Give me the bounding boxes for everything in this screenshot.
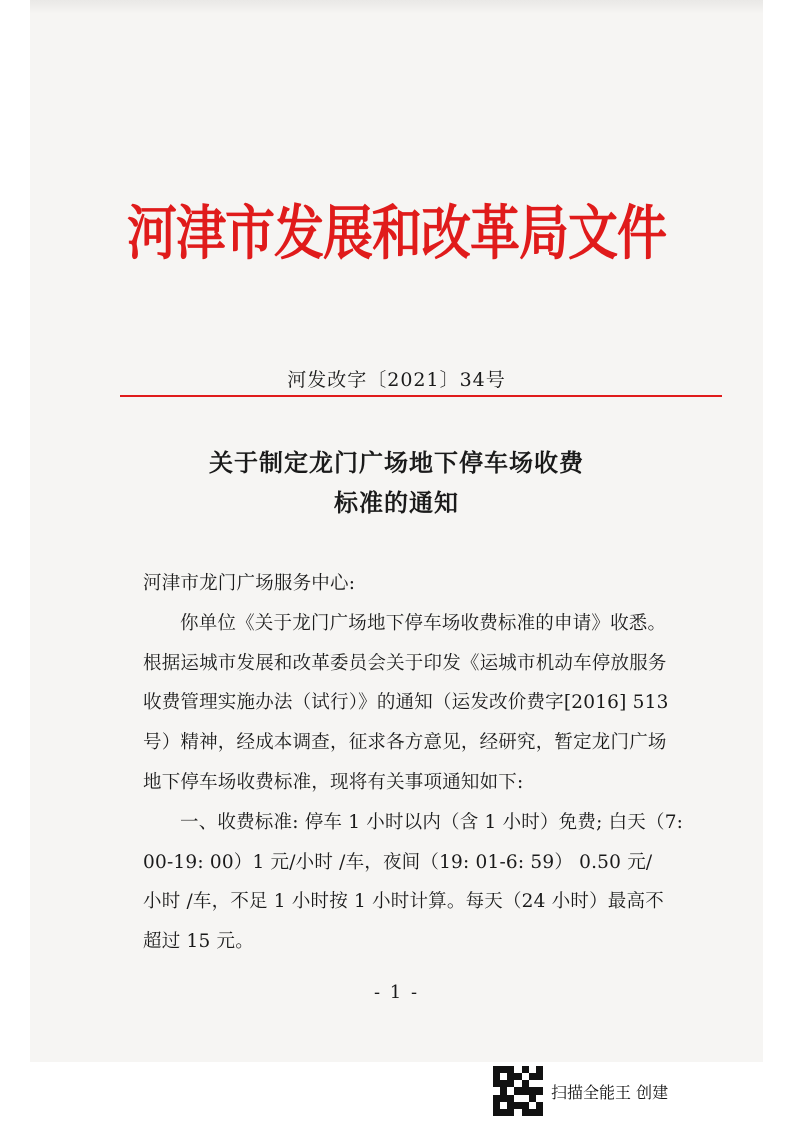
document-body <box>143 564 713 962</box>
scanner-watermark <box>493 1066 668 1116</box>
body-line: 根据运城市发展和改革委员会关于印发《运城市机动车停放服务 <box>143 652 667 674</box>
title-line: 关于制定龙门广场地下停车场收费 <box>209 448 584 477</box>
body-line: 地下停车场收费标准，现将有关事项通知如下: <box>143 771 524 793</box>
document-title <box>30 443 763 523</box>
body-line-addressee: 河津市龙门广场服务中心: <box>143 573 356 594</box>
title-line: 标准的通知 <box>334 488 459 517</box>
watermark-text: 扫描全能王 创建 <box>551 1082 669 1102</box>
qr-code-icon <box>493 1066 543 1116</box>
body-line: 号）精神，经成本调查，征求各方意见，经研究，暂定龙门广场 <box>143 732 667 754</box>
red-divider <box>120 395 722 397</box>
body-line: 你单位《关于龙门广场地下停车场收费标准的申请》收悉。 <box>180 612 667 634</box>
body-line: 小时 /车，不足 1 小时按 1 小时计算。每天（24 小时）最高不 <box>143 891 664 913</box>
body-line: 收费管理实施办法（试行）》的通知（运发改价费字[2016] 513 <box>143 692 669 714</box>
body-line: 一、收费标准: 停车 1 小时以内（含 1 小时）免费; 白天（7: <box>180 811 684 833</box>
issuing-office-header: 河津市发展和改革局文件 <box>127 197 666 268</box>
document-number: 河发改字〔2021〕34号 <box>287 369 506 391</box>
page-number: - 1 - <box>373 982 420 1003</box>
body-line: 超过 15 元。 <box>143 931 254 953</box>
body-line: 00-19: 00）1 元/小时 /车，夜间（19: 01-6: 59） 0.50 元/ <box>143 851 653 873</box>
document-page <box>30 0 763 1062</box>
